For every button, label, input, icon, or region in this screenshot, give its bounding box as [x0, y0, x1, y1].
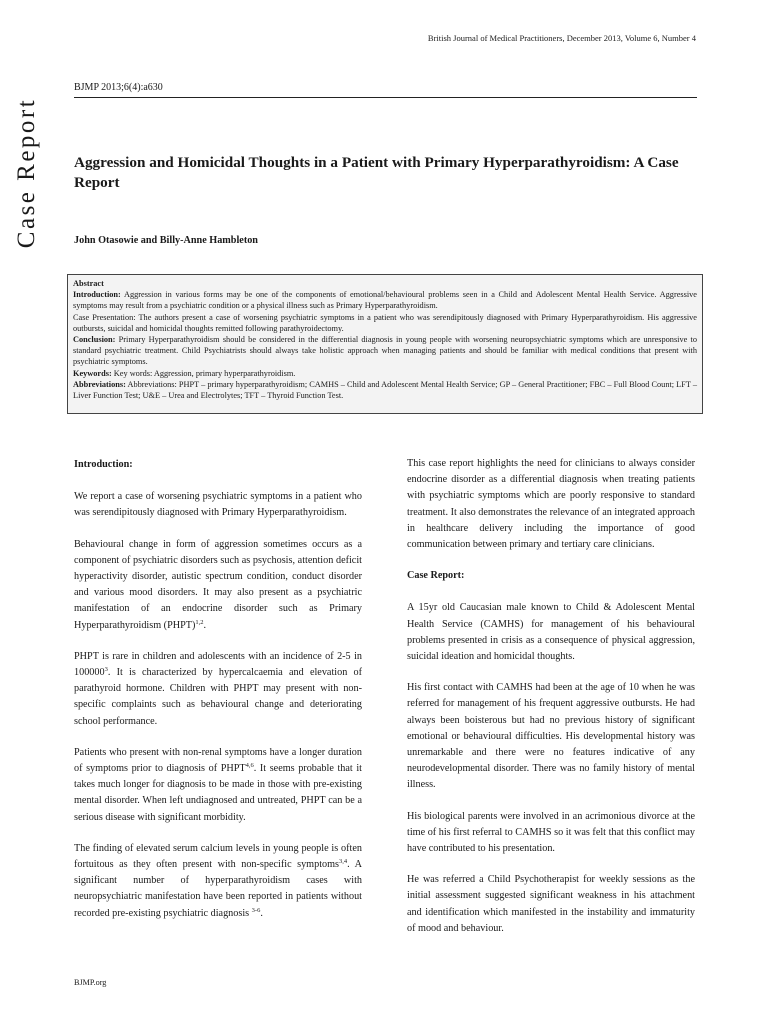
citation-ref: 4,6: [245, 762, 254, 770]
case-report-side-label: [10, 88, 44, 258]
article-citation: BJMP 2013;6(4):a630: [74, 82, 163, 93]
right-column: [407, 456, 695, 952]
paragraph: PHPT is rare in children and adolescents with an incidence of 2-5 in 100000$^3$. It is characterized by hypercalcaemia and elevation of parathyroid hormone. Children with PHPT may present with non-specific complaints such as behavioural change and deteriorating school performance.: [74, 650, 362, 727]
citation-ref: 1,2: [195, 618, 204, 626]
paragraph: A 15yr old Caucasian male known to Child & Adolescent Mental Health Service (CAMHS) for management of his behavioural problems presented in crisis as a consequence of physical aggression, suicidal ideation and homicidal thoughts.: [407, 602, 695, 663]
abstract-introduction: Introduction: Aggression in various forms may be one of the components of emotional/behavioural problems seen in a Child and Adolescent Mental Health Service. Aggressive symptoms may result from a psychiatric condition or a physical illness such as Primary Hyperparathyroidism.: [73, 290, 697, 311]
paragraph: We report a case of worsening psychiatric symptoms in a patient who was serendipitously diagnosed with Primary Hyperparathyroidism.: [74, 491, 362, 519]
paragraph: His first contact with CAMHS had been at the age of 10 when he was referred for management of his frequent aggressive outbursts. He had always been boisterous but had no previous history of significant emotional or behavioural difficulties. His developmental history was unremarkable and there were no features indicative of any neurodevelopmental disorder. There was no family history of mental illness.: [407, 682, 695, 791]
abstract-conclusion: Conclusion: Primary Hyperparathyroidism should be considered in the differential diagnosis in young people with worsening neuropsychiatric symptoms which are unresponsive to standard psychiatric treatment. Child Psychiatrists should always take holistic approach when managing patients and should be familiar with medical conditions that present with psychiatric symptoms.: [73, 335, 697, 367]
abstract-case-presentation: Case Presentation: The authors present a case of worsening psychiatric symptoms in a patient who was serendipitously diagnosed with Primary Hyperparathyroidism. His aggressive outbursts, suicidal and homicidal thoughts remitted following parathyroidectomy.: [73, 312, 697, 333]
article-authors: John Otasowie and Billy-Anne Hambleton: [74, 235, 258, 246]
case-report-heading: Case Report:: [407, 570, 465, 582]
citation-ref: 3,4: [339, 858, 348, 866]
abstract-abbreviations: Abbreviations: Abbreviations: PHPT – primary hyperparathyroidism; CAMHS – Child and Adolescent Mental Health Service; GP – General Practitioner; FBC – Full Blood Count; LFT – Liver Function Test; U&E – Urea and Electrolytes; TFT – Thyroid Function Test.: [73, 379, 697, 401]
paragraph: The finding of elevated serum calcium levels in young people is often fortuitous as they often present with non-specific symptoms$^{3,4}$. A significant number of hyperparathyroidism cases with neuropsychiatric manifestation have been reported in patients without recorded pre-existing psychiatric diagnosis $^{3-6}$.: [74, 842, 363, 919]
article-title: Aggression and Homicidal Thoughts in a Patient with Primary Hyperparathyroidism: A Case Report: [74, 154, 679, 191]
citation-ref: 3-6: [251, 906, 261, 914]
paragraph: His biological parents were involved in an acrimonious divorce at the time of his first referral to CAMHS so it was felt that this conflict may have contributed to his presentation.: [407, 810, 695, 855]
left-column: [74, 457, 362, 937]
citation-ref: 3: [104, 666, 108, 674]
abstract-heading: Abstract: [73, 279, 104, 288]
paragraph: He was referred a Child Psychotherapist for weekly sessions as the initial assessment suggested significant weakness in his attachment and identification which manifested in the instability and immaturity of mood and behaviour.: [407, 874, 695, 934]
paragraph: Patients who present with non-renal symptoms have a longer duration of symptoms prior to diagnosis of PHPT$^{4,6}$. It seems probable that it takes much longer for diagnosis to be made in those with pre-existing mental disorder. When left undiagnosed and untreated, PHPT can be a serious disease with significant morbidity.: [74, 746, 362, 823]
paragraph: This case report highlights the need for clinicians to always consider endocrine disorder as a differential diagnosis when treating patients with psychiatric symptoms which are poorly responsive to standard treatment. It also demonstrates the relevance of an integrated approach in healthcare delivery including the importance of good communication between primary and tertiary care clinicians.: [407, 458, 695, 551]
header-rule: [74, 97, 697, 98]
introduction-heading: Introduction:: [74, 459, 133, 470]
side-label-text: Case Report: [13, 97, 40, 249]
journal-header: British Journal of Medical Practitioners, December 2013, Volume 6, Number 4: [427, 33, 696, 43]
abstract-keywords: Keywords: Key words: Aggression, primary hyperparathyroidism.: [73, 368, 296, 378]
paragraph: Behavioural change in form of aggression sometimes occurs as a component of psychiatric disorders such as psychosis, attention deficit hyperactivity disorder, autistic spectrum condition, conduct disorder and various mood disorders. It may also present as a psychiatric manifestation of an endocrine disorder such as Primary Hyperparathyroidism (PHPT)$^{1,2}$.: [74, 538, 362, 631]
abstract-box: [67, 274, 703, 414]
footer-site: BJMP.org: [74, 978, 107, 987]
